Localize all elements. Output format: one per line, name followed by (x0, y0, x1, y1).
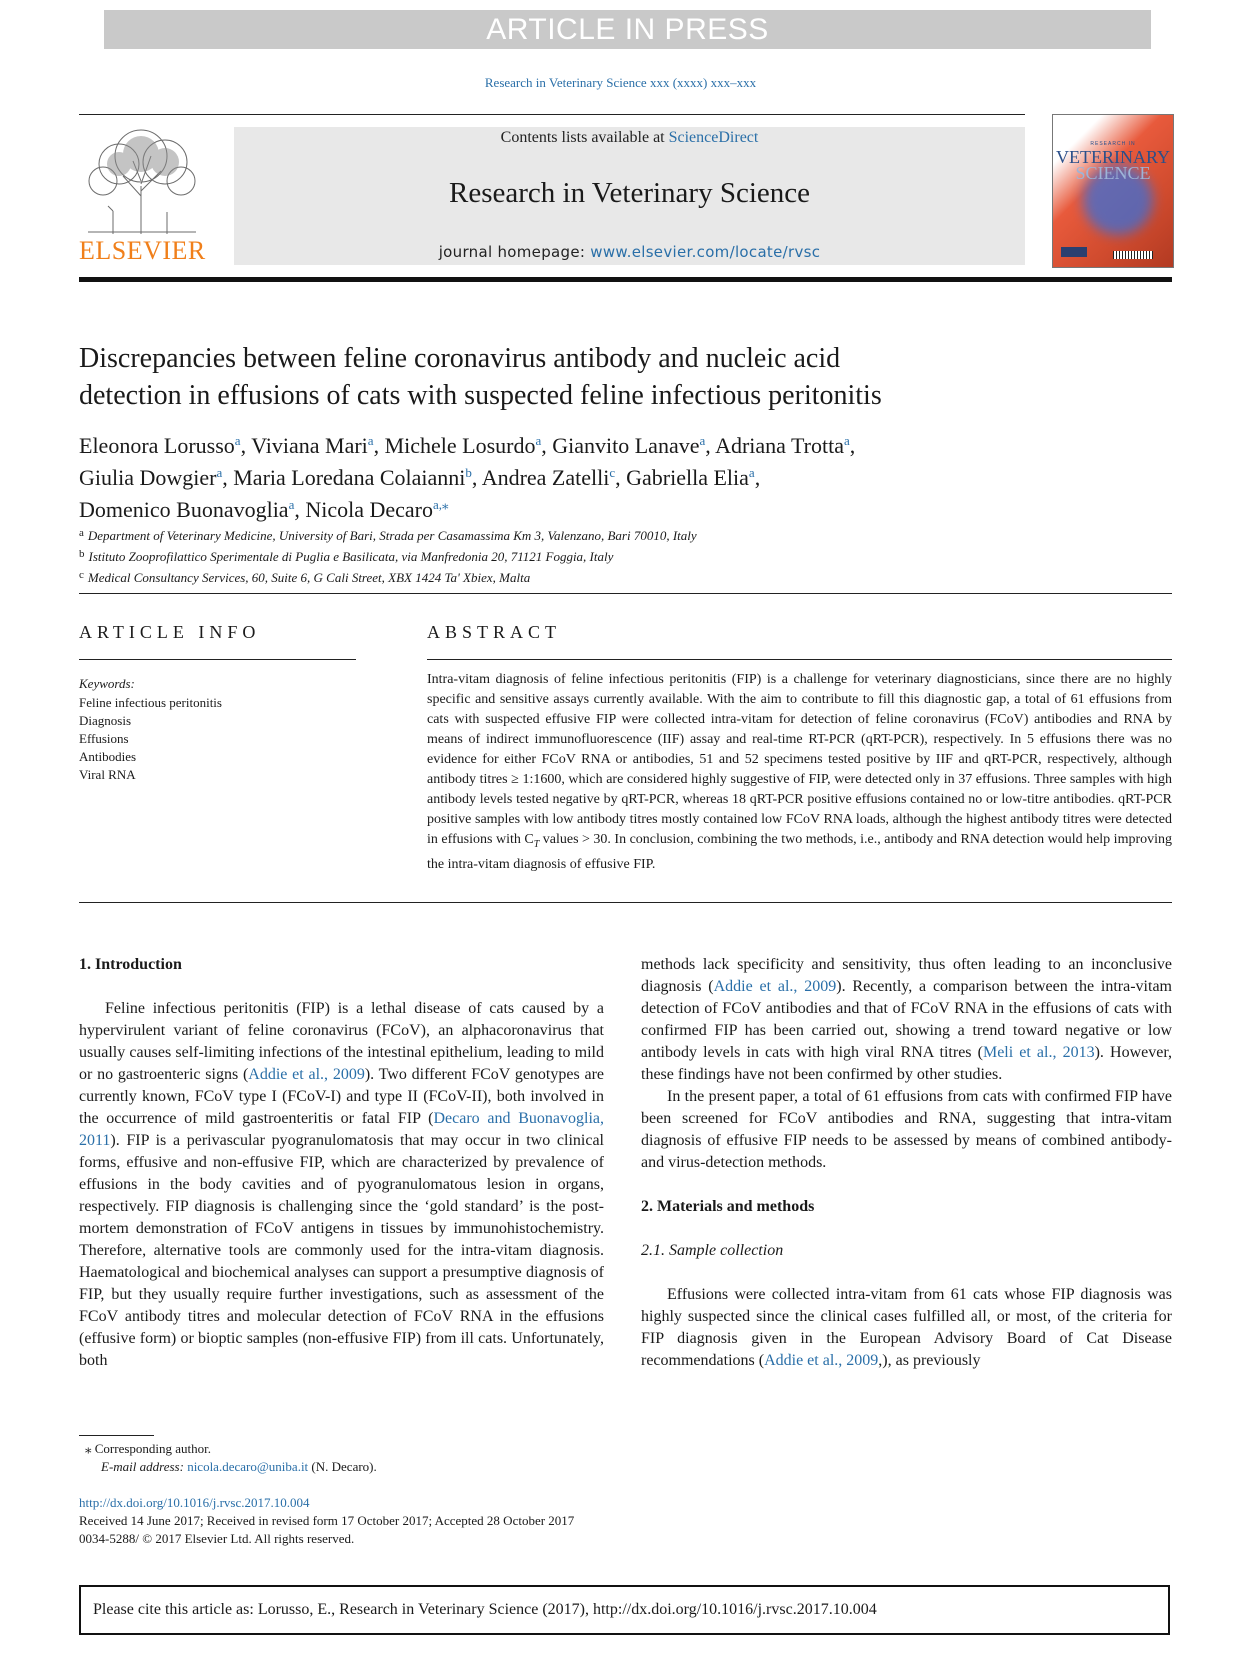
article-metadata (79, 1494, 879, 1548)
cover-stamp (1061, 247, 1087, 257)
email-line (79, 1458, 779, 1476)
article-info-heading: ARTICLE INFO (79, 622, 261, 642)
author-separator: , (240, 433, 252, 458)
author-affiliation-marker[interactable]: a,⁎ (433, 497, 449, 512)
author-affiliation-marker[interactable]: c (609, 465, 616, 480)
citation-text: Please cite this article as: Lorusso, E., Research in Veterinary Science (2017), http://dx.doi.org/10.1016/j.rvsc.2017.10.004 (93, 1601, 877, 1618)
author-separator: , (222, 465, 234, 490)
keyword-item: Viral RNA (79, 767, 136, 782)
author-affiliation-marker[interactable]: a (748, 465, 755, 480)
abstract-text (427, 670, 1172, 875)
keyword-item: Antibodies (79, 749, 137, 764)
affiliation-item (79, 545, 1079, 566)
affiliation-item (79, 524, 1079, 545)
header-thick-rule (79, 277, 1172, 282)
author-name: Viviana Mari (251, 433, 368, 458)
journal-title: Research in Veterinary Science (449, 177, 810, 209)
abstract-bottom-rule (79, 902, 1172, 903)
journal-reference-link[interactable]: Research in Veterinary Science xxx (xxxx) xxx–xxx (484, 75, 757, 90)
affiliation-item (79, 566, 1079, 587)
article-info-rule (79, 659, 356, 660)
author-list (79, 427, 1079, 523)
affiliation-rule (79, 593, 1172, 594)
cover-line1: RESEARCH IN (1090, 141, 1136, 147)
contents-prefix: Contents lists available at (500, 129, 665, 146)
author-separator: , (294, 497, 306, 522)
author-separator: , (705, 433, 716, 458)
author-affiliation-marker[interactable]: a (535, 433, 542, 448)
introduction-heading: 1. Introduction (79, 956, 182, 973)
author-name: Nicola Decaro (305, 497, 434, 522)
sample-collection-heading: 2.1. Sample collection (641, 1242, 784, 1259)
author-separator: , (849, 433, 856, 458)
cover-line2: VETERINARY (1056, 147, 1170, 167)
paragraph-text: ). FIP is a perivascular pyogranulomatosis that may occur in two clinical forms, effusive and non-effusive FIP, which are characterized by prevalence of effusions in the body cavities and of pyogranulomatous lesion in organs, respectively. FIP diagnosis is challenging since the ‘gold standard’ is the post-mortem demonstration of FCoV antigens in tissues by immunohistochemistry. Therefore, alternative tools are commonly used for the intra-vitam diagnosis. Haematological and biochemical analyses can support a presumptive diagnosis of FIP, but they usually require further investigations, such as assessment of the FCoV antibody titres and molecular detection of FCoV RNA in the effusions (effusive form) or bioptic samples (non-effusive FIP) from ill cats. Unfortunately, both (79, 1132, 604, 1369)
author-name: Giulia Dowgier (79, 465, 217, 490)
keyword-item: Diagnosis (79, 713, 131, 728)
sample-collection-paragraph (641, 1284, 1172, 1372)
citation-link[interactable]: Decaro and Buonavoglia, 2011 (79, 1110, 605, 1149)
author-separator: , (615, 465, 627, 490)
corresponding-author-note: ⁎ Corresponding author. (85, 1441, 212, 1456)
email-suffix: (N. Decaro). (308, 1459, 377, 1474)
footnote-rule (79, 1435, 154, 1436)
citation-link[interactable]: Addie et al., 2009 (248, 1066, 365, 1083)
right-column (641, 954, 1172, 1372)
author-separator: , (373, 433, 385, 458)
abstract-ct-sub: T (533, 838, 540, 850)
sciencedirect-link[interactable]: ScienceDirect (668, 129, 759, 146)
journal-homepage-link[interactable]: www.elsevier.com/locate/rvsc (590, 243, 821, 261)
received-dates: Received 14 June 2017; Received in revised form 17 October 2017; Accepted 28 October 2017 (79, 1513, 575, 1528)
author-affiliation-marker[interactable]: b (465, 465, 472, 480)
barcode-icon (1113, 251, 1153, 259)
intro-paragraph-1-continued (641, 954, 1172, 1086)
elsevier-tree-icon (83, 126, 201, 234)
author-name: Andrea Zatelli (481, 465, 610, 490)
footnote (79, 1440, 779, 1476)
paragraph-text: Feline infectious peritonitis (FIP) is a lethal disease of cats caused by a hypervirulent variant of feline coronavirus (FCoV), an alphacoronavirus that usually causes self-limiting infections of the intestinal epithelium, leading to mild or no gastroenteric signs ( (79, 1000, 604, 1083)
journal-cover-image[interactable] (1052, 114, 1174, 268)
paragraph-text: methods lack specificity and sensitivity, thus often leading to an inconclusive diagnosis ( (641, 956, 1172, 995)
abstract-part-1: Intra-vitam diagnosis of feline infectious peritonitis (FIP) is a challenge for veterinary diagnosticians, since there are no highly specific and sensitive assays currently available. With the aim to contribute to fill this diagnostic gap, a total of 61 effusions from cats with suspected effusive FIP were collected intra-vitam for detection of feline coronavirus (FCoV) antibodies and RNA by means of indirect immunofluorescence (IIF) assay and real-time RT-PCR (qRT-PCR), respectively. In 5 effusions there was no evidence for either FCoV RNA or antibodies, 51 and 52 specimens tested positive by IIF and qRT-PCR, respectively, although antibody titres ≥ 1:1600, which are considered highly suggestive of FIP, were detected only in 37 effusions. Three samples with high antibody levels tested negative by qRT-PCR, whereas 18 qRT-PCR positive effusions contained no or low-titre antibodies. qRT-PCR positive samples with low antibody titres mostly contained low FCoV RNA loads, although the highest antibody titres were detected in effusions with C (427, 672, 1172, 847)
header-rule (79, 114, 1025, 115)
author-affiliation-marker[interactable]: a (844, 433, 850, 448)
article-title (79, 340, 1079, 414)
abstract-heading: ABSTRACT (427, 622, 562, 642)
affiliation-text: Department of Veterinary Medicine, University of Bari, Strada per Casamassima Km 3, Valenzano, Bari 70010, Italy (87, 528, 697, 543)
paragraph-text: ,), as previously (878, 1352, 981, 1369)
author-separator: , (754, 465, 761, 490)
article-in-press-banner: ARTICLE IN PRESS (104, 10, 1151, 49)
citation-link[interactable]: Addie et al., 2009 (713, 978, 837, 995)
citation-link[interactable]: Meli et al., 2013 (982, 1044, 1095, 1061)
affiliation-text: Istituto Zooprofilattico Sperimentale di Puglia e Basilicata, via Manfredonia 20, 71121 Foggia, Italy (88, 549, 614, 564)
left-column (79, 954, 604, 1372)
author-affiliation-marker[interactable]: a (367, 433, 374, 448)
author-name: Gabriella Elia (626, 465, 749, 490)
keyword-item: Feline infectious peritonitis (79, 695, 222, 710)
intro-paragraph-1 (79, 998, 604, 1372)
author-affiliation-marker[interactable]: a (216, 465, 223, 480)
paragraph-text: ). Recently, a comparison between the intra-vitam detection of FCoV antibodies and that of FCoV RNA in the effusions of cats with confirmed FIP has been carried out, showing a trend toward negative or low antibody levels in cats with high viral RNA titres ( (641, 978, 1172, 1061)
keyword-item: Effusions (79, 731, 129, 746)
author-name: Domenico Buonavoglia (79, 497, 289, 522)
paragraph-text: ). However, these findings have not been confirmed by other studies. (641, 1044, 1173, 1083)
affiliation-label: a (79, 527, 84, 539)
paragraph-text: ). Two different FCoV genotypes are currently known, FCoV type I (FCoV-I) and type II (FCoV-II), both involved in the occurrence of mild gastroenteritis or fatal FIP ( (79, 1066, 604, 1127)
abstract-part-2: values > 30. In conclusion, combining the two methods, i.e., antibody and RNA detection would help improving the intra-vitam diagnosis of effusive FIP. (427, 832, 1173, 872)
author-name: Gianvito Lanave (552, 433, 700, 458)
copyright-line: 0034-5288/ © 2017 Elsevier Ltd. All rights reserved. (79, 1531, 355, 1546)
author-name: Michele Losurdo (384, 433, 536, 458)
author-separator: , (471, 465, 482, 490)
author-affiliation-marker[interactable]: a (699, 433, 706, 448)
affiliations (79, 524, 1079, 587)
author-name: Eleonora Lorusso (79, 433, 235, 458)
keywords-label: Keywords: (79, 676, 135, 691)
author-affiliation-marker[interactable]: a (288, 497, 295, 512)
contents-line (234, 127, 1025, 149)
homepage-line (234, 243, 1025, 261)
author-affiliation-marker[interactable]: a (234, 433, 241, 448)
title-line-2: detection in effusions of cats with suspected feline infectious peritonitis (79, 380, 882, 411)
doi-link[interactable]: http://dx.doi.org/10.1016/j.rvsc.2017.10.004 (79, 1495, 310, 1510)
elsevier-wordmark: ELSEVIER (79, 236, 206, 265)
affiliation-label: c (79, 569, 84, 581)
author-name: Maria Loredana Colaianni (233, 465, 466, 490)
cover-line3: SCIENCE (1075, 163, 1151, 183)
email-link[interactable]: nicola.decaro@uniba.it (187, 1459, 309, 1474)
title-line-1: Discrepancies between feline coronavirus antibody and nucleic acid (79, 343, 841, 374)
abstract-rule (427, 659, 1172, 660)
author-separator: , (541, 433, 553, 458)
homepage-prefix: journal homepage: (438, 243, 586, 261)
methods-heading: 2. Materials and methods (641, 1198, 815, 1215)
affiliation-text: Medical Consultancy Services, 60, Suite 6, G Cali Street, XBX 1424 Ta' Xbiex, Malta (87, 570, 531, 585)
intro-paragraph-2: In the present paper, a total of 61 effusions from cats with confirmed FIP have been screened for FCoV antibodies and RNA, suggesting that intra-vitam diagnosis of effusive FIP needs to be assessed by means of combined antibody- and virus-detection methods. (641, 1088, 1172, 1171)
elsevier-logo[interactable] (79, 126, 205, 266)
email-label: E-mail address: (101, 1459, 184, 1474)
citation-box (79, 1585, 1170, 1635)
journal-masthead (234, 127, 1025, 265)
citation-link[interactable]: Addie et al., 2009 (764, 1352, 879, 1369)
affiliation-label: b (79, 548, 85, 560)
paragraph-text: Effusions were collected intra-vitam from 61 cats whose FIP diagnosis was highly suspected since the clinical cases fulfilled all, or most, of the criteria for FIP diagnosis given in the European Advisory Board of Cat Disease recommendations ( (641, 1286, 1172, 1369)
keywords-list (79, 694, 222, 784)
author-name: Adriana Trotta (715, 433, 845, 458)
